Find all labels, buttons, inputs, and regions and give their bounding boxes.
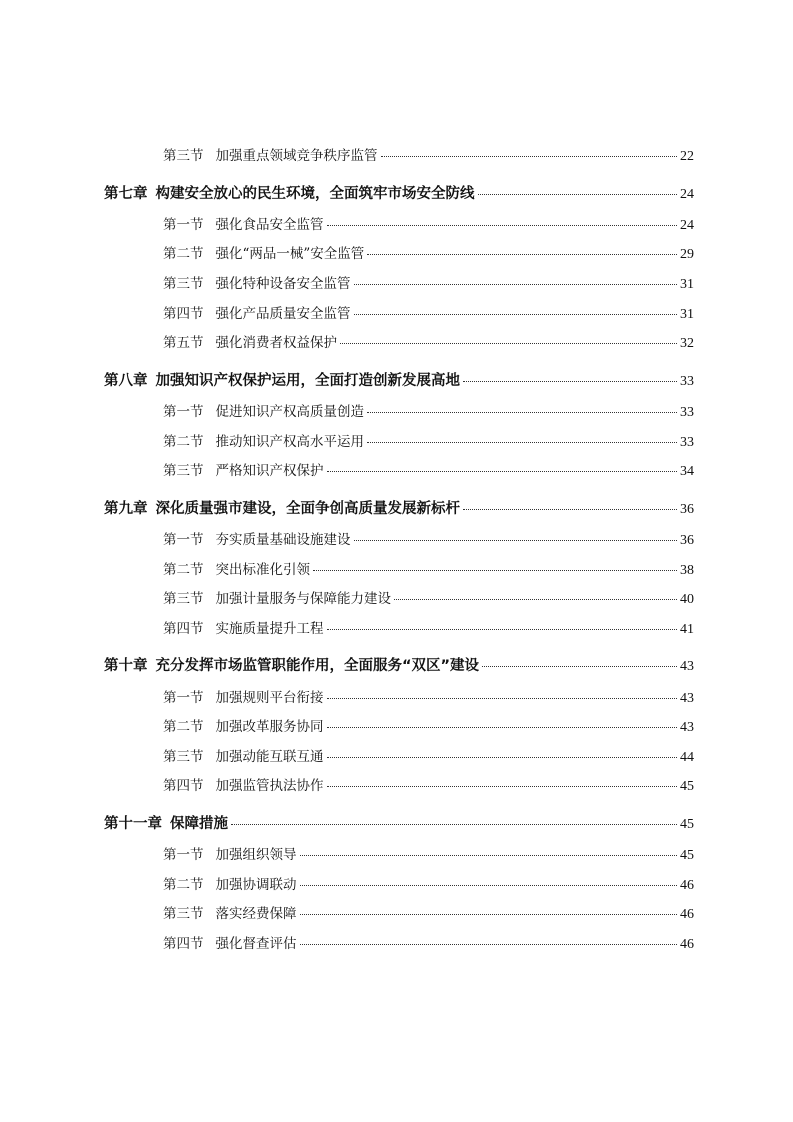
- toc-row-section[interactable]: [163, 459, 694, 480]
- toc-chapter-number: 第七章: [104, 186, 148, 202]
- dot-leader: [463, 509, 677, 510]
- toc-section-title: 夯实质量基础设施建设: [215, 532, 351, 548]
- toc-row-section[interactable]: [163, 331, 694, 352]
- dot-leader: [327, 757, 678, 758]
- toc-page-number: 45: [680, 817, 694, 832]
- toc-page-number: 33: [680, 374, 694, 389]
- toc-row-section[interactable]: [163, 932, 694, 953]
- toc-section-title: 强化食品安全监管: [215, 217, 324, 233]
- toc-section-number: 第三节: [163, 591, 204, 607]
- toc-row-chapter[interactable]: [104, 654, 694, 675]
- dot-leader: [354, 314, 678, 315]
- toc-page-number: 24: [680, 218, 694, 233]
- toc-page-number: 34: [680, 464, 694, 479]
- toc-section-number: 第二节: [163, 877, 204, 893]
- toc-row-section[interactable]: [163, 587, 694, 608]
- toc-section-title: 落实经费保障: [215, 906, 297, 922]
- dot-leader: [300, 944, 678, 945]
- toc-section-title: 强化“两品一械”安全监管: [215, 246, 365, 262]
- toc-section-title: 加强组织领导: [215, 847, 297, 863]
- toc-page-number: 44: [680, 750, 694, 765]
- toc-section-number: 第一节: [163, 532, 204, 548]
- dot-leader: [394, 599, 677, 600]
- toc-section-number: 第一节: [163, 847, 204, 863]
- toc-chapter-number: 第九章: [104, 501, 148, 517]
- toc-page-number: 46: [680, 878, 694, 893]
- toc-page-number: 36: [680, 502, 694, 517]
- toc-row-section[interactable]: [163, 617, 694, 638]
- toc-section-number: 第三节: [163, 276, 204, 292]
- toc-section-number: 第二节: [163, 719, 204, 735]
- toc-row-section[interactable]: [163, 715, 694, 736]
- toc-page-number: 43: [680, 691, 694, 706]
- toc-row-section[interactable]: [163, 302, 694, 323]
- toc-section-number: 第二节: [163, 562, 204, 578]
- toc-page-number: 38: [680, 563, 694, 578]
- dot-leader: [327, 786, 678, 787]
- toc-section-title: 加强规则平台衔接: [215, 690, 324, 706]
- dot-leader: [340, 343, 677, 344]
- toc-page-number: 43: [680, 720, 694, 735]
- toc-row-section[interactable]: [163, 272, 694, 293]
- toc-section-title: 实施质量提升工程: [215, 621, 324, 637]
- toc-section-number: 第三节: [163, 463, 204, 479]
- toc-row-section[interactable]: [163, 400, 694, 421]
- toc-page-number: 32: [680, 336, 694, 351]
- dot-leader: [463, 381, 677, 382]
- toc-section-number: 第三节: [163, 148, 204, 164]
- toc-page-number: 31: [680, 277, 694, 292]
- toc-page-number: 45: [680, 779, 694, 794]
- dot-leader: [300, 855, 678, 856]
- dot-leader: [354, 540, 678, 541]
- toc-section-title: 推动知识产权高水平运用: [215, 434, 364, 450]
- toc-row-section[interactable]: [163, 774, 694, 795]
- toc-section-title: 加强计量服务与保障能力建设: [215, 591, 391, 607]
- dot-leader: [327, 629, 678, 630]
- toc-section-title: 加强监管执法协作: [215, 778, 324, 794]
- dot-leader: [300, 885, 678, 886]
- dot-leader: [327, 471, 678, 472]
- toc-row-section[interactable]: [163, 558, 694, 579]
- toc-page-number: 31: [680, 307, 694, 322]
- dot-leader: [482, 666, 677, 667]
- dot-leader: [367, 412, 677, 413]
- toc-chapter-title: 加强知识产权保护运用，全面打造创新发展高地: [155, 373, 460, 389]
- toc-chapter-title: 保障措施: [170, 816, 228, 832]
- toc-row-chapter[interactable]: [104, 497, 694, 518]
- toc-section-title: 强化特种设备安全监管: [215, 276, 351, 292]
- toc-section-number: 第三节: [163, 749, 204, 765]
- toc-section-number: 第四节: [163, 621, 204, 637]
- dot-leader: [231, 824, 677, 825]
- toc-section-title: 促进知识产权高质量创造: [215, 404, 364, 420]
- toc-page-number: 36: [680, 533, 694, 548]
- toc-row-section[interactable]: [163, 213, 694, 234]
- toc-row-section[interactable]: [163, 745, 694, 766]
- toc-section-title: 加强重点领域竞争秩序监管: [215, 148, 378, 164]
- toc-section-number: 第四节: [163, 936, 204, 952]
- toc-section-number: 第一节: [163, 217, 204, 233]
- toc-section-number: 第五节: [163, 335, 204, 351]
- toc-page-number: 45: [680, 848, 694, 863]
- toc-row-section[interactable]: [163, 873, 694, 894]
- toc-row-section[interactable]: [163, 902, 694, 923]
- dot-leader: [327, 727, 678, 728]
- toc-row-section[interactable]: [163, 528, 694, 549]
- toc-row-section[interactable]: [163, 242, 694, 263]
- toc-section-title: 加强改革服务协同: [215, 719, 324, 735]
- toc-section-title: 强化督查评估: [215, 936, 297, 952]
- dot-leader: [381, 156, 678, 157]
- dot-leader: [327, 698, 678, 699]
- dot-leader: [327, 225, 678, 226]
- toc-section-number: 第三节: [163, 906, 204, 922]
- toc-section-number: 第一节: [163, 690, 204, 706]
- toc-page-number: 22: [680, 149, 694, 164]
- toc-section-number: 第一节: [163, 404, 204, 420]
- toc-chapter-title: 构建安全放心的民生环境，全面筑牢市场安全防线: [155, 186, 475, 202]
- dot-leader: [367, 254, 677, 255]
- toc-section-title: 强化消费者权益保护: [215, 335, 337, 351]
- toc-section-title: 突出标准化引领: [215, 562, 310, 578]
- toc-row-section[interactable]: [163, 144, 694, 165]
- toc-page-number: 29: [680, 247, 694, 262]
- toc-page-number: 46: [680, 937, 694, 952]
- toc-section-number: 第四节: [163, 306, 204, 322]
- dot-leader: [478, 194, 678, 195]
- toc-chapter-number: 第八章: [104, 373, 148, 389]
- toc-section-title: 强化产品质量安全监管: [215, 306, 351, 322]
- toc-chapter-number: 第十一章: [104, 816, 162, 832]
- toc-page-number: 33: [680, 435, 694, 450]
- toc-row-chapter[interactable]: [104, 182, 694, 203]
- toc-chapter-title: 充分发挥市场监管职能作用，全面服务“双区”建设: [155, 658, 480, 674]
- toc-row-chapter[interactable]: [104, 369, 694, 390]
- toc-section-number: 第二节: [163, 434, 204, 450]
- toc-section-title: 加强动能互联互通: [215, 749, 324, 765]
- toc-chapter-title: 深化质量强市建设，全面争创高质量发展新标杆: [155, 501, 460, 517]
- toc-row-section[interactable]: [163, 686, 694, 707]
- toc-section-number: 第四节: [163, 778, 204, 794]
- toc-row-section[interactable]: [163, 430, 694, 451]
- toc-section-title: 严格知识产权保护: [215, 463, 324, 479]
- toc-page-number: 41: [680, 622, 694, 637]
- dot-leader: [313, 570, 677, 571]
- toc-page-number: 40: [680, 592, 694, 607]
- toc-chapter-number: 第十章: [104, 658, 148, 674]
- dot-leader: [300, 914, 678, 915]
- toc-row-section[interactable]: [163, 843, 694, 864]
- dot-leader: [354, 284, 678, 285]
- toc-page-number: 46: [680, 907, 694, 922]
- toc-page-number: 33: [680, 405, 694, 420]
- toc-page-number: 24: [680, 187, 694, 202]
- toc-section-number: 第二节: [163, 246, 204, 262]
- toc-page-number: 43: [680, 659, 694, 674]
- toc-row-chapter[interactable]: [104, 812, 694, 833]
- toc-section-title: 加强协调联动: [215, 877, 297, 893]
- dot-leader: [367, 442, 677, 443]
